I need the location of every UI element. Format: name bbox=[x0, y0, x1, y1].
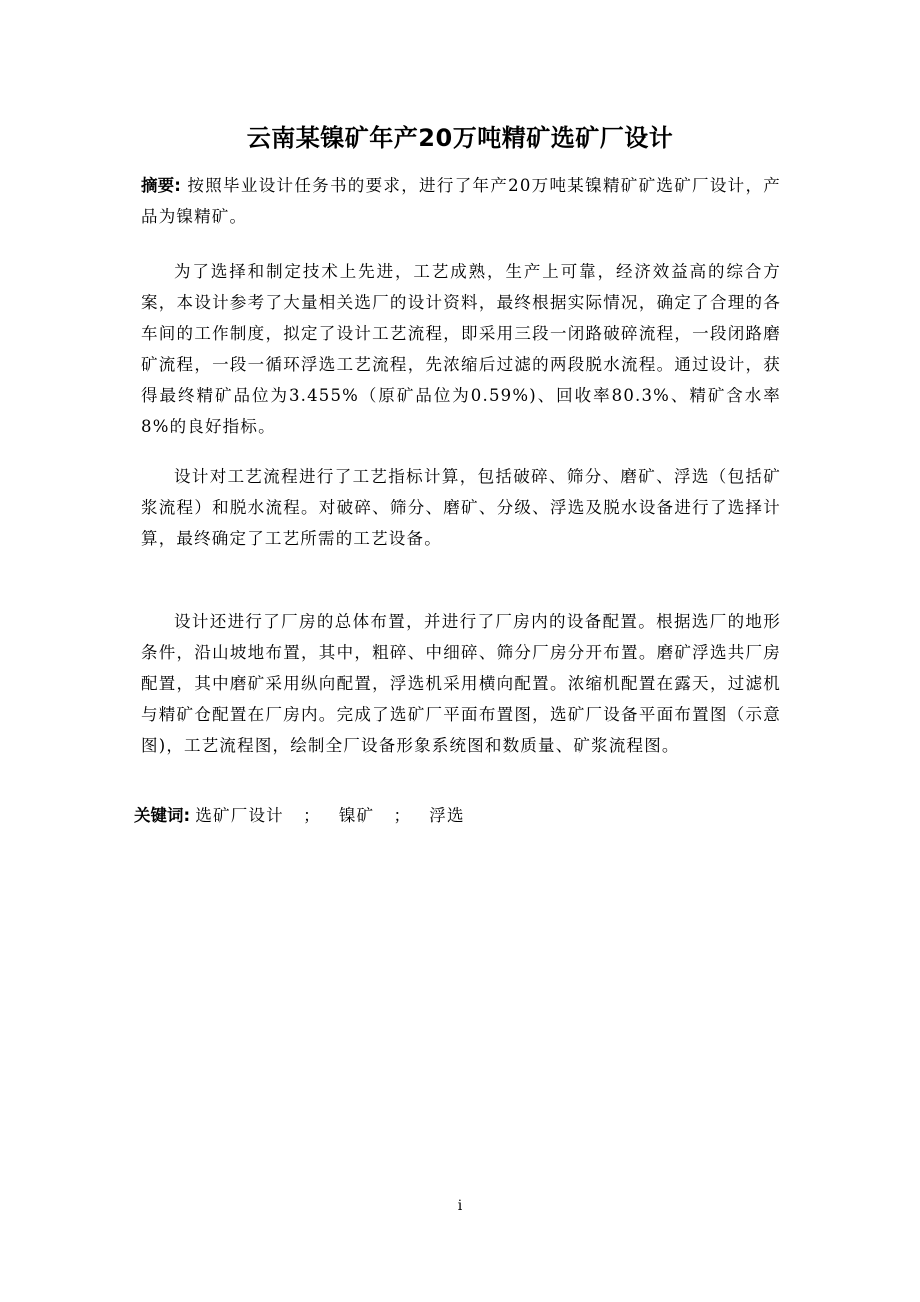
abstract bbox=[141, 170, 781, 232]
keyword-item: 镍矿 bbox=[338, 806, 375, 825]
keyword-separator: ； bbox=[303, 806, 320, 825]
keyword-item: 选矿厂设计 bbox=[195, 806, 284, 825]
abstract-paragraph-1: 为了选择和制定技术上先进，工艺成熟，生产上可靠，经济效益高的综合方案，本设计参考了大量相关选厂的设计资料，最终根据实际情况，确定了合理的各车间的工作制度，拟定了设计工艺流程，即采用三段一闭路破碎流程，一段闭路磨矿流程，一段一循环浮选工艺流程，先浓缩后过滤的两段脱水流程。通过设计，获得最终精矿品位为3.455%（原矿品位为0.59%)、回收率80.3%、精矿含水率8%的良好指标。 bbox=[141, 262, 781, 436]
page-number: i bbox=[457, 1198, 463, 1214]
keywords-label: 关键词: bbox=[134, 806, 191, 825]
abstract-label: 摘要: bbox=[141, 176, 181, 195]
paper-title: 云南某镍矿年产20万吨精矿选矿厂设计 bbox=[246, 124, 674, 152]
abstract-text: 按照毕业设计任务书的要求，进行了年产20万吨某镍精矿矿选矿厂设计，产品为镍精矿。 bbox=[141, 176, 782, 226]
keyword-separator: ； bbox=[393, 806, 411, 825]
abstract-paragraph-3: 设计还进行了厂房的总体布置，并进行了厂房内的设备配置。根据选厂的地形条件，沿山坡地布置，其中，粗碎、中细碎、筛分厂房分开布置。磨矿浮选共厂房配置，其中磨矿采用纵向配置，浮选机采用横向配置。浓缩机配置在露天，过滤机与精矿仓配置在厂房内。完成了选矿厂平面布置图，选矿厂设备平面布置图（示意图)，工艺流程图，绘制全厂设备形象系统图和数质量、矿浆流程图。 bbox=[141, 612, 781, 755]
abstract-paragraph-2: 设计对工艺流程进行了工艺指标计算，包括破碎、筛分、磨矿、浮选（包括矿浆流程）和脱水流程。对破碎、筛分、磨矿、分级、浮选及脱水设备进行了选择计算，最终确定了工艺所需的工艺设备。 bbox=[141, 467, 781, 548]
keywords bbox=[134, 800, 784, 831]
keyword-item: 浮选 bbox=[429, 806, 465, 825]
